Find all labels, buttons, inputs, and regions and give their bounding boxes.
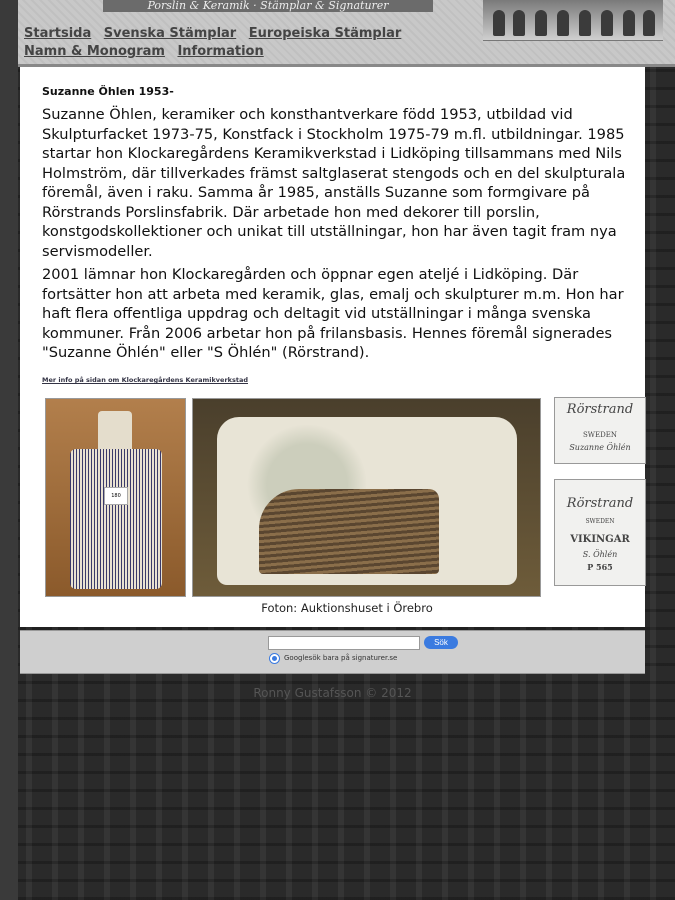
- stamp-photo-2: [554, 479, 646, 586]
- nav-europeiska-stamplar[interactable]: Europeiska Stämplar: [248, 26, 402, 41]
- stamp1-brand: Rörstrand: [566, 402, 634, 417]
- site-search-radio-label: Googlesök bara på signaturer.se: [284, 654, 398, 662]
- stamp-photo-1: [554, 397, 646, 464]
- main-content: [20, 67, 645, 627]
- nav-svenska-stamplar[interactable]: Svenska Stämplar: [103, 26, 237, 41]
- stamp2-brand: Rörstrand: [566, 496, 634, 511]
- site-search-radio[interactable]: [269, 653, 280, 664]
- search-input[interactable]: [268, 636, 420, 650]
- site-header: [18, 0, 675, 67]
- stamp2-signature: S. Öhlén: [582, 550, 618, 559]
- stamp2-country: SWEDEN: [585, 518, 615, 525]
- search-button[interactable]: Sök: [424, 636, 458, 649]
- bio-paragraph-2: 2001 lämnar hon Klockaregården och öppnar egen ateljé i Lidköping. Där fortsätter hon att arbeta med keramik, glas, emalj och skulpturer m.m. Hon har haft flera offentliga uppdrag och deltagit vid utställningar i många svenska kommuner. Från 2006 arbetar hon på frilansbasis. Hennes föremål signerades "Suzanne Öhlén" eller "S Öhlén" (Rörstrand).: [42, 266, 624, 361]
- bowl-photo: [192, 398, 541, 597]
- search-area: [20, 630, 645, 674]
- photo-caption: Foton: Auktionshuset i Örebro: [261, 601, 433, 615]
- page-title: Suzanne Öhlen 1953-: [42, 85, 174, 98]
- nav-startsida[interactable]: Startsida: [24, 26, 92, 41]
- nav-namn-monogram[interactable]: Namn & Monogram: [24, 44, 165, 59]
- stamp2-code: P 565: [587, 562, 613, 572]
- header-banner: Porslin & Keramik · Stämplar & Signaturer: [103, 0, 433, 12]
- nav-information[interactable]: Information: [177, 44, 264, 59]
- stamp1-country: SWEDEN: [583, 431, 617, 439]
- more-info-link[interactable]: Mer info på sidan om Klockaregårdens Keramikverkstad: [42, 376, 248, 384]
- vase-tag: 180: [104, 487, 128, 505]
- stamp1-signature: Suzanne Öhlén: [569, 443, 631, 452]
- bio-paragraph-1: Suzanne Öhlen, keramiker och konsthantverkare född 1953, utbildad vid Skulpturfacket 1973-75, Konstfack i Stockholm 1975-79 m.fl. utbildningar. 1985 startar hon Klockaregårdens Keramikverkstad i Lidköping tillsammans med Nils Holmström, där tillverkades främst saltglaserat stengods och en del skulpturala föremål, även i raku. Samma år 1985, anställs Suzanne som formgivare på Rörstrands Porslinsfabrik. Där arbetade hon med dekorer till porslin, konstgodskollektioner och unikat till utställningar, hon har även tagit fram nya servismodeller.: [42, 106, 626, 260]
- footer-copyright: Ronny Gustafsson © 2012: [253, 686, 412, 700]
- stamp2-model: VIKINGAR: [570, 534, 630, 545]
- vase-photo: [45, 398, 186, 597]
- left-border: [0, 0, 18, 900]
- header-photo: [483, 0, 663, 41]
- main-nav: [24, 25, 444, 61]
